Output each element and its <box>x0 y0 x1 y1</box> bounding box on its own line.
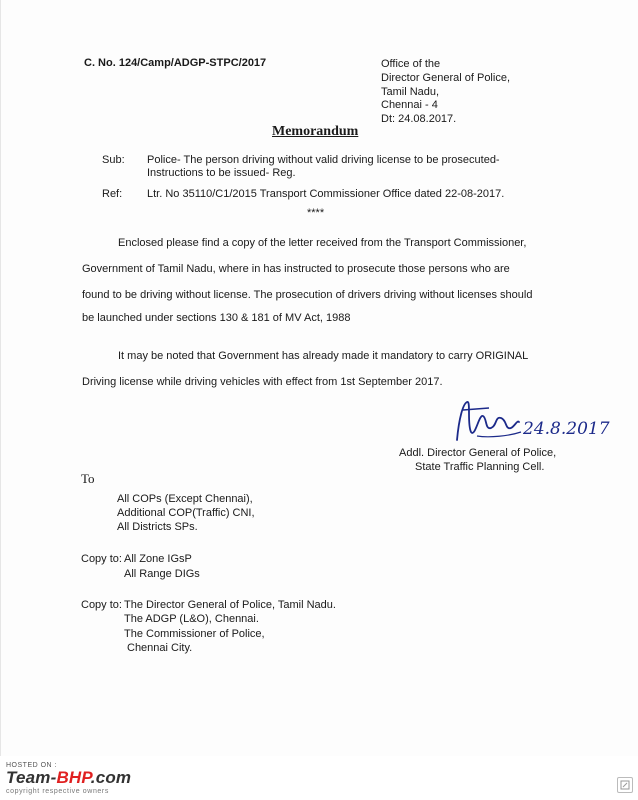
copy-recipient: All Range DIGs <box>124 568 200 580</box>
copy-recipient: The Commissioner of Police, <box>124 628 265 640</box>
copyright-notice: copyright respective owners <box>6 788 109 795</box>
to-label: To <box>81 471 95 486</box>
body-line: Driving license while driving vehicles with effect from 1st September 2017. <box>82 376 443 388</box>
signature-image <box>449 398 619 448</box>
subject-label: Sub: <box>102 154 125 166</box>
office-line: Tamil Nadu, <box>381 86 440 98</box>
document-title: Memorandum <box>272 124 359 139</box>
office-line: Director General of Police, <box>381 72 510 84</box>
body-line: be launched under sections 130 & 181 of MV Act, 1988 <box>82 312 351 324</box>
copy-recipient: All Zone IGsP <box>124 553 192 565</box>
office-line: Chennai - 4 <box>381 99 438 111</box>
copy-to-label: Copy to: <box>81 599 122 611</box>
subject-line: Police- The person driving without valid driving license to be prosecuted- <box>147 154 500 166</box>
reference-text: Ltr. No 35110/C1/2015 Transport Commissioner Office dated 22-08-2017. <box>147 188 505 200</box>
copy-recipient: The ADGP (L&O), Chennai. <box>124 613 259 625</box>
signatory-title: Addl. Director General of Police, <box>399 447 557 459</box>
hosted-label: HOSTED ON : <box>6 762 58 769</box>
brand-accent: BHP <box>56 768 91 787</box>
recipient: All COPs (Except Chennai), <box>117 493 253 505</box>
subject-line: Instructions to be issued- Reg. <box>147 167 296 179</box>
copy-to-label: Copy to: <box>81 553 122 565</box>
body-line: Government of Tamil Nadu, where in has instructed to prosecute those persons who are <box>82 263 510 275</box>
copy-recipient: Chennai City. <box>127 642 193 654</box>
recipient: All Districts SPs. <box>117 521 198 533</box>
copy-recipient: The Director General of Police, Tamil Nadu. <box>124 599 336 611</box>
signatory-office: State Traffic Planning Cell. <box>415 461 545 473</box>
reference-label: Ref: <box>102 188 123 200</box>
body-line: Enclosed please find a copy of the letter received from the Transport Commissioner, <box>118 237 527 249</box>
expand-icon[interactable] <box>617 777 633 793</box>
reference-number: C. No. 124/Camp/ADGP-STPC/2017 <box>84 57 267 69</box>
body-line: found to be driving without license. The prosecution of drivers driving without licenses should <box>82 289 533 301</box>
brand-domain: .com <box>90 768 132 787</box>
handwritten-date: 24.8.2017 <box>523 419 610 439</box>
office-date: Dt: 24.08.2017. <box>381 113 457 125</box>
office-line: Office of the <box>381 58 441 70</box>
recipient: Additional COP(Traffic) CNI, <box>117 507 255 519</box>
body-line: It may be noted that Government has already made it mandatory to carry ORIGINAL <box>118 350 529 362</box>
separator: **** <box>307 207 325 219</box>
brand-logo <box>6 768 131 788</box>
brand-text: Team- <box>6 768 57 787</box>
